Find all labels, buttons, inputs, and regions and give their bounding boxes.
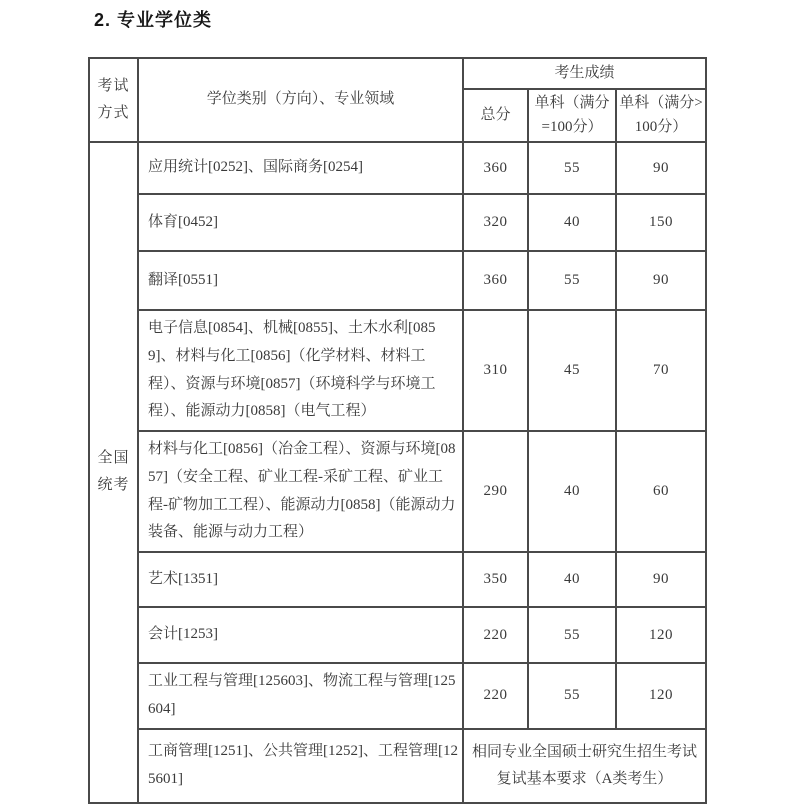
- category-cell: 应用统计[0252]、国际商务[0254]: [138, 142, 463, 194]
- table-row: [89, 194, 706, 251]
- table-row: [89, 663, 706, 729]
- subject-over100-cell: 60: [616, 431, 706, 552]
- category-cell: 工业工程与管理[125603]、物流工程与管理[125604]: [138, 663, 463, 729]
- subject100-cell: 55: [528, 251, 616, 310]
- subject100-cell: 40: [528, 431, 616, 552]
- subject-over100-cell: 120: [616, 663, 706, 729]
- subject-over100-cell: 90: [616, 552, 706, 607]
- header-cell-subject-100: 单科（满分=100分）: [528, 89, 616, 142]
- category-cell: 体育[0452]: [138, 194, 463, 251]
- header-cell-total-score: 总分: [463, 89, 528, 142]
- header-cell-subject-over-100: 单科（满分>100分）: [616, 89, 706, 142]
- table-row: [89, 607, 706, 663]
- subject100-cell: 55: [528, 142, 616, 194]
- total-score-cell: 290: [463, 431, 528, 552]
- page-title: 2. 专业学位类: [94, 10, 213, 30]
- total-score-cell: 310: [463, 310, 528, 431]
- header-cell-degree-category: 学位类别（方向）、专业领域: [138, 58, 463, 142]
- table-row: [89, 552, 706, 607]
- category-cell: 翻译[0551]: [138, 251, 463, 310]
- exam-method-cell: 全国统考: [89, 142, 138, 803]
- subject-over100-cell: 70: [616, 310, 706, 431]
- category-cell: 工商管理[1251]、公共管理[1252]、工程管理[125601]: [138, 729, 463, 803]
- total-score-cell: 320: [463, 194, 528, 251]
- table-row: [89, 310, 706, 431]
- total-score-cell: 350: [463, 552, 528, 607]
- header-cell-candidate-score: 考生成绩: [463, 58, 706, 89]
- subject100-cell: 40: [528, 194, 616, 251]
- table-row: [89, 729, 706, 803]
- subject100-cell: 45: [528, 310, 616, 431]
- subject100-cell: 55: [528, 663, 616, 729]
- total-score-cell: 360: [463, 142, 528, 194]
- table-row: [89, 431, 706, 552]
- category-cell: 艺术[1351]: [138, 552, 463, 607]
- category-cell: 电子信息[0854]、机械[0855]、土木水利[0859]、材料与化工[0856]（化学材料、材料工程）、资源与环境[0857]（环境科学与环境工程）、能源动力[0858]（电气工程）: [138, 310, 463, 431]
- total-score-cell: 220: [463, 607, 528, 663]
- subject-over100-cell: 90: [616, 142, 706, 194]
- total-score-cell: 220: [463, 663, 528, 729]
- subject-over100-cell: 90: [616, 251, 706, 310]
- subject-over100-cell: 150: [616, 194, 706, 251]
- subject100-cell: 55: [528, 607, 616, 663]
- header-cell-exam-method: 考试方式: [89, 58, 138, 142]
- category-cell: 材料与化工[0856]（冶金工程）、资源与环境[0857]（安全工程、矿业工程-采矿工程、矿业工程-矿物加工工程）、能源动力[0858]（能源动力装备、能源与动力工程）: [138, 431, 463, 552]
- table-row: [89, 142, 706, 194]
- score-table: [88, 57, 707, 804]
- header-row-1: [89, 58, 706, 89]
- category-cell: 会计[1253]: [138, 607, 463, 663]
- subject-over100-cell: 120: [616, 607, 706, 663]
- table-row: [89, 251, 706, 310]
- subject100-cell: 40: [528, 552, 616, 607]
- note-cell: 相同专业全国硕士研究生招生考试复试基本要求（A类考生）: [463, 729, 706, 803]
- total-score-cell: 360: [463, 251, 528, 310]
